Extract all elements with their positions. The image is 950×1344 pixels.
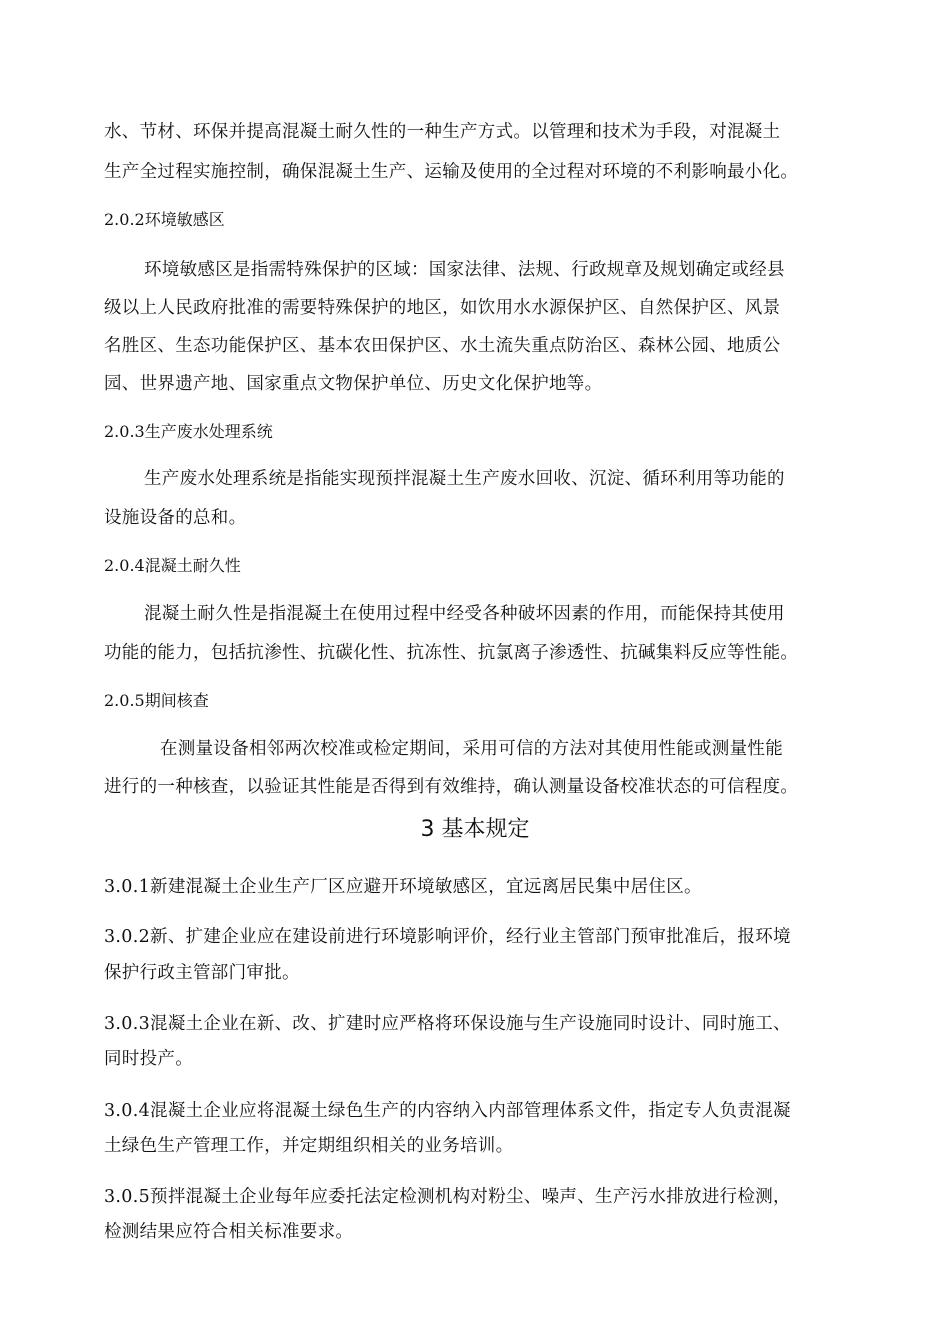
clause-2-0-5-line-2: 进行的一种核查，以验证其性能是否得到有效维持，确认测量设备校准状态的可信程度。 bbox=[104, 777, 799, 797]
clause-heading-2-0-2: 2.0.2环境敏感区 bbox=[104, 210, 225, 229]
clause-3-0-4-line-2: 土绿色生产管理工作，并定期组织相关的业务培训。 bbox=[104, 1136, 514, 1156]
chapter-title: 3 基本规定 bbox=[420, 817, 530, 842]
clause-2-0-2-line-4: 园、世界遗产地、国家重点文物保护单位、历史文化保护地等。 bbox=[104, 374, 603, 394]
clause-heading-2-0-5: 2.0.5期间核查 bbox=[104, 691, 209, 710]
clause-heading-2-0-3: 2.0.3生产废水处理系统 bbox=[104, 422, 273, 441]
clause-2-0-4-line-2: 功能的能力，包括抗渗性、抗碳化性、抗冻性、抗氯离子渗透性、抗碱集料反应等性能。 bbox=[104, 643, 799, 663]
clause-3-0-4-line-1: 3.0.4混凝土企业应将混凝土绿色生产的内容纳入内部管理体系文件，指定专人负责混凝 bbox=[104, 1101, 791, 1121]
clause-3-0-3-line-1: 3.0.3混凝土企业在新、改、扩建时应严格将环保设施与生产设施同时设计、同时施工、 bbox=[104, 1014, 791, 1034]
clause-3-0-5-line-1: 3.0.5预拌混凝土企业每年应委托法定检测机构对粉尘、噪声、生产污水排放进行检测， bbox=[104, 1187, 791, 1207]
clause-2-0-2-line-3: 名胜区、生态功能保护区、基本农田保护区、水土流失重点防治区、森林公园、地质公 bbox=[104, 336, 781, 356]
clause-3-0-2-line-1: 3.0.2新、扩建企业应在建设前进行环境影响评价，经行业主管部门预审批准后，报环境 bbox=[104, 927, 791, 947]
clause-2-0-4-line-1: 混凝土耐久性是指混凝土在使用过程中经受各种破坏因素的作用，而能保持其使用 bbox=[144, 604, 785, 624]
clause-3-0-1-line-1: 3.0.1新建混凝土企业生产厂区应避开环境敏感区，宜远离居民集中居住区。 bbox=[104, 877, 702, 897]
clause-2-0-2-line-2: 级以上人民政府批准的需要特殊保护的地区，如饮用水水源保护区、自然保护区、风景 bbox=[104, 298, 781, 318]
clause-heading-2-0-4: 2.0.4混凝土耐久性 bbox=[104, 556, 241, 575]
clause-3-0-5-line-2: 检测结果应符合相关标准要求。 bbox=[104, 1222, 354, 1242]
clause-3-0-3-line-2: 同时投产。 bbox=[104, 1049, 193, 1069]
clause-2-0-2-line-1: 环境敏感区是指需特殊保护的区域：国家法律、法规、行政规章及规划确定或经县 bbox=[144, 260, 785, 280]
intro-line-1: 水、节材、环保并提高混凝土耐久性的一种生产方式。以管理和技术为手段，对混凝土 bbox=[104, 122, 781, 142]
intro-line-2: 生产全过程实施控制，确保混凝土生产、运输及使用的全过程对环境的不利影响最小化。 bbox=[104, 162, 799, 182]
clause-2-0-3-line-2: 设施设备的总和。 bbox=[104, 508, 247, 528]
clause-2-0-3-line-1: 生产废水处理系统是指能实现预拌混凝土生产废水回收、沉淀、循环利用等功能的 bbox=[144, 469, 785, 489]
clause-2-0-5-line-1: 在测量设备相邻两次校准或检定期间，采用可信的方法对其使用性能或测量性能 bbox=[160, 739, 783, 759]
clause-3-0-2-line-2: 保护行政主管部门审批。 bbox=[104, 963, 300, 983]
